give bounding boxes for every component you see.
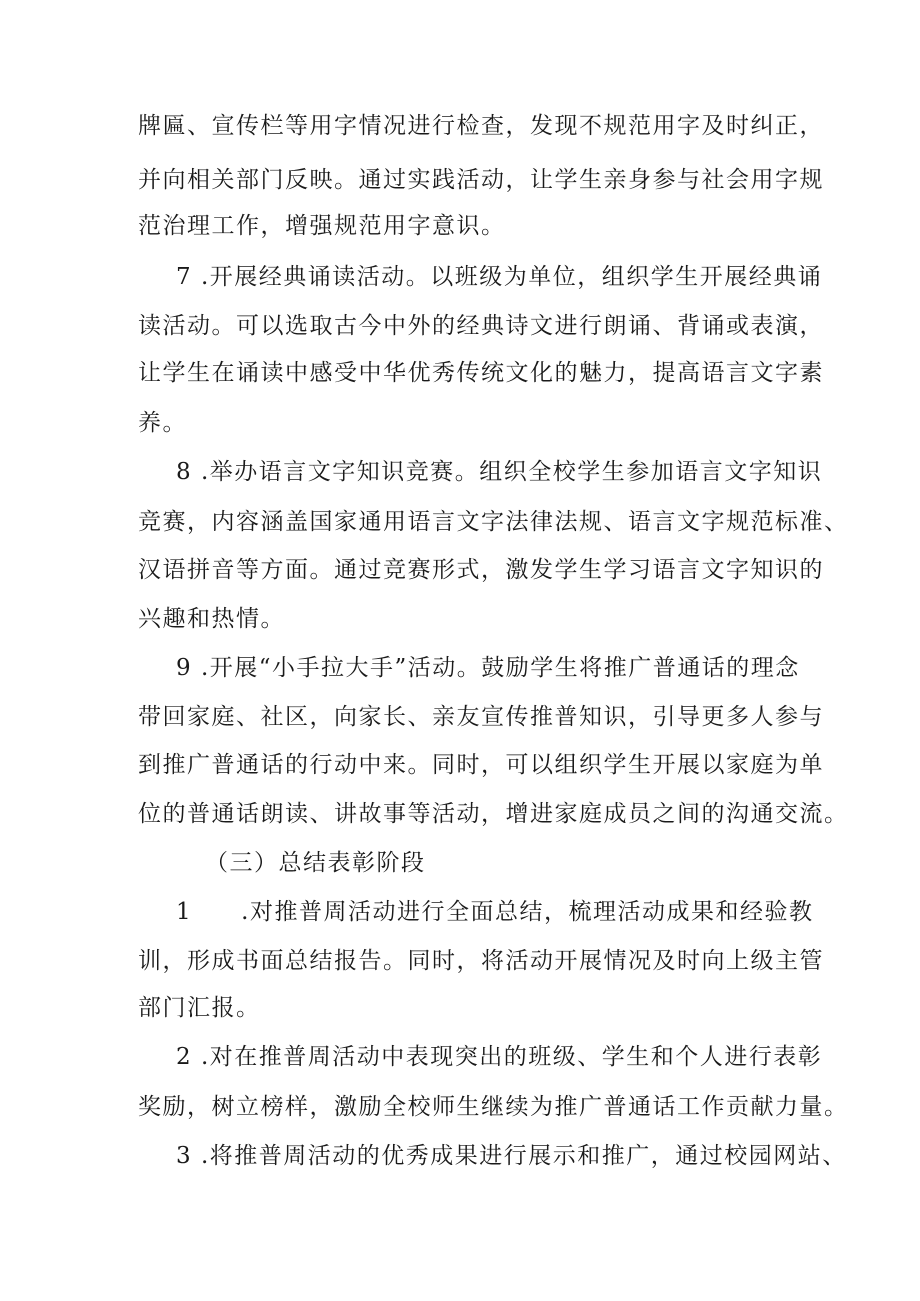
paragraph-item-3: 3 .将推普周活动的优秀成果进行展示和推广，通过校园网站、	[176, 1143, 847, 1169]
paragraph-item-2: 2 .对在推普周活动中表现突出的班级、学生和个人进行表彰	[176, 1044, 823, 1070]
text-line: 让学生在诵读中感受中华优秀传统文化的魅力，提高语言文字素	[138, 360, 824, 386]
paragraph-item-9: 9 .开展“小手拉大手”活动。鼓励学生将推广普通话的理念	[176, 655, 800, 681]
text-line: 兴趣和热情。	[138, 606, 285, 632]
paragraph-item-1: 1 .对推普周活动进行全面总结，梳理活动成果和经验教	[176, 899, 814, 925]
text-line: 带回家庭、社区，向家长、亲友宣传推普知识，引导更多人参与	[138, 704, 824, 730]
paragraph-item-7: 7 .开展经典诵读活动。以班级为单位，组织学生开展经典诵	[176, 264, 823, 290]
text-line: 范治理工作，增强规范用字意识。	[138, 213, 506, 239]
text-line: 汉语拼音等方面。通过竞赛形式，激发学生学习语言文字知识的	[138, 557, 824, 583]
text-line: 到推广普通话的行动中来。同时，可以组织学生开展以家庭为单	[138, 752, 824, 778]
text-line: 牌匾、宣传栏等用字情况进行检查，发现不规范用字及时纠正，	[138, 113, 824, 139]
text-line: 位的普通话朗读、讲故事等活动，增进家庭成员之间的沟通交流。	[138, 801, 849, 827]
text-line: 部门汇报。	[138, 995, 261, 1021]
text-line: 训，形成书面总结报告。同时，将活动开展情况及时向上级主管	[138, 948, 824, 974]
text-line: 奖励，树立榜样，激励全校师生继续为推广普通话工作贡献力量。	[138, 1094, 849, 1120]
section-heading: （三）总结表彰阶段	[205, 850, 426, 876]
paragraph-item-8: 8 .举办语言文字知识竞赛。组织全校学生参加语言文字知识	[176, 459, 823, 485]
text-line: 竞赛，内容涵盖国家通用语言文字法律法规、语言文字规范标准、	[138, 509, 849, 535]
text-line: 养。	[138, 410, 187, 436]
text-line: 并向相关部门反映。通过实践活动，让学生亲身参与社会用字规	[138, 167, 824, 193]
text-line: 读活动。可以选取古今中外的经典诗文进行朗诵、背诵或表演，	[138, 313, 824, 339]
